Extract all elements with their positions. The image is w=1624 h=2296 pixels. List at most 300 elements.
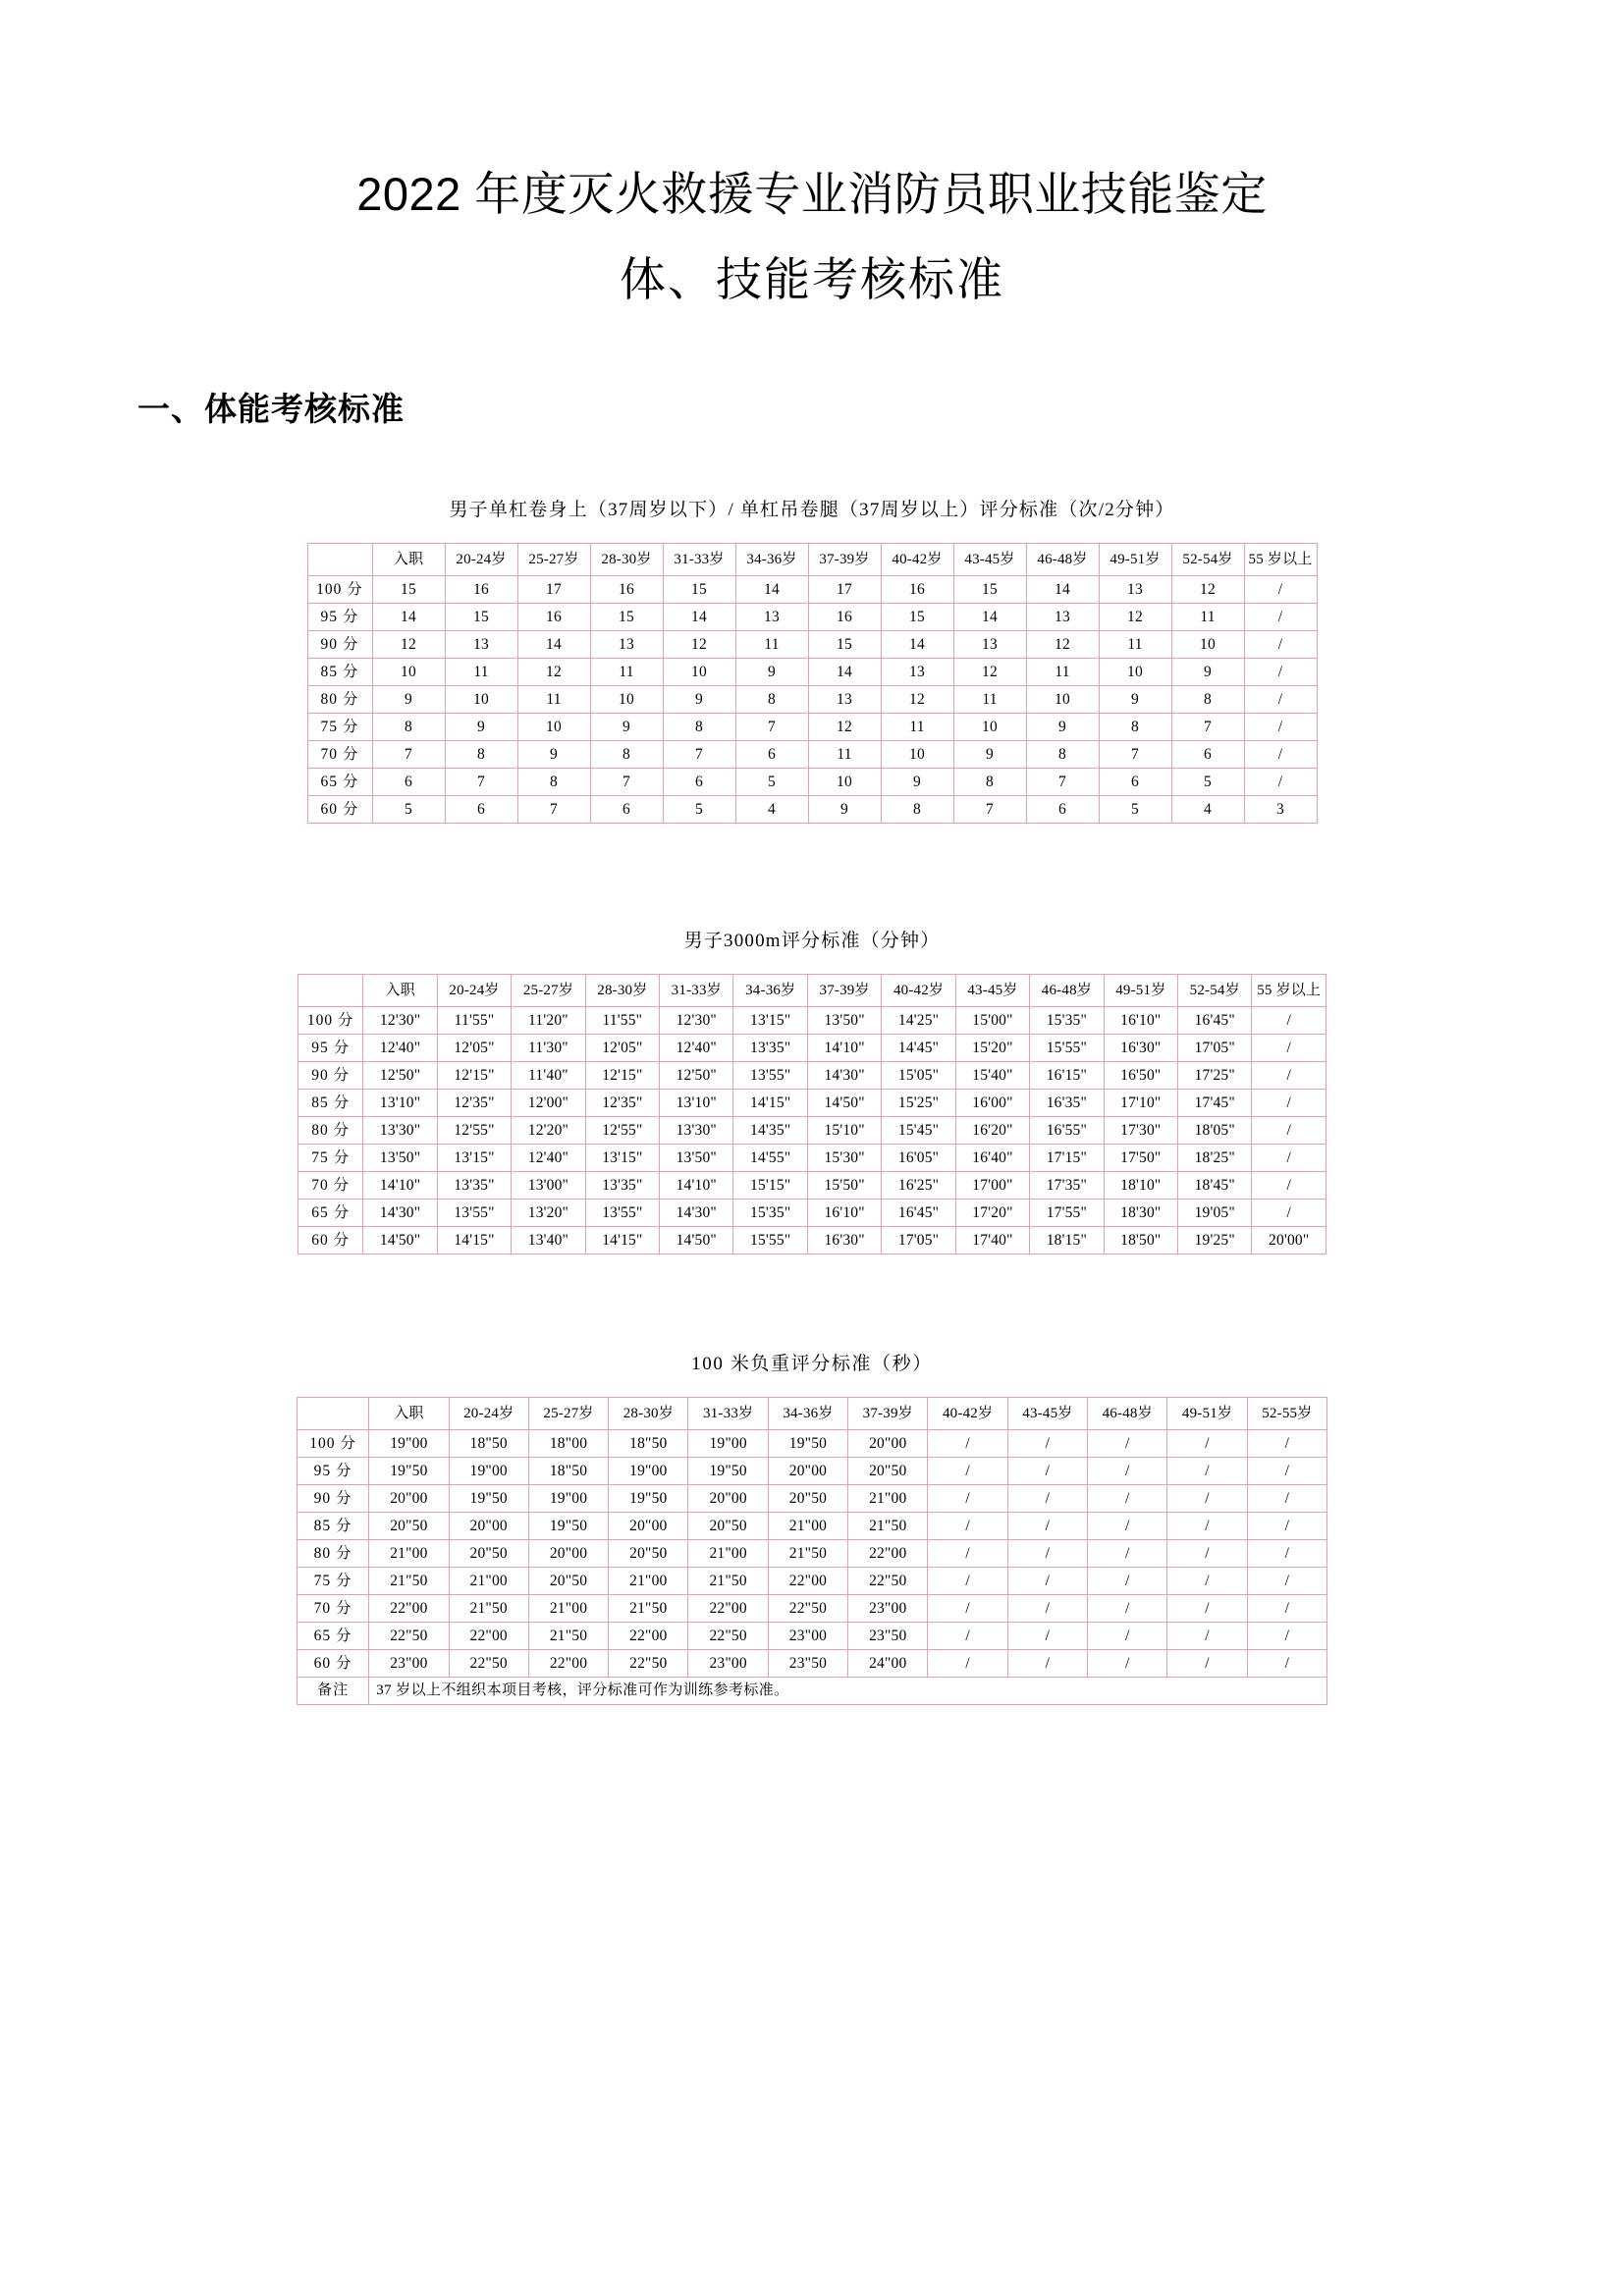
table-cell: 14'15" bbox=[733, 1089, 807, 1116]
table-cell: 13'50" bbox=[807, 1006, 881, 1034]
table-row bbox=[298, 1199, 1326, 1226]
column-header: 43-45岁 bbox=[955, 974, 1029, 1006]
table-cell: 24"00 bbox=[848, 1649, 928, 1677]
table-cell: 22"50 bbox=[688, 1622, 768, 1649]
table-cell: 20'00" bbox=[1252, 1226, 1326, 1254]
column-header: 43-45岁 bbox=[1007, 1397, 1087, 1429]
table-cell: 13'15" bbox=[437, 1144, 511, 1171]
column-header: 入职 bbox=[372, 543, 445, 575]
table-cell: 16'05" bbox=[882, 1144, 955, 1171]
table-cell: 19"50 bbox=[768, 1429, 847, 1457]
table-cell: / bbox=[1007, 1567, 1087, 1594]
table-cell: 11 bbox=[1099, 630, 1171, 658]
page-title bbox=[128, 0, 1496, 323]
table-cell: 18"50 bbox=[528, 1457, 608, 1484]
note-text: 37 岁以上不组织本项目考核，评分标准可作为训练参考标准。 bbox=[369, 1677, 1327, 1704]
table-cell: 20"00 bbox=[609, 1512, 688, 1539]
table-cell: 16 bbox=[517, 603, 590, 630]
table-cell: 14'25" bbox=[882, 1006, 955, 1034]
column-header: 43-45岁 bbox=[953, 543, 1026, 575]
table-cell: 16'10" bbox=[807, 1199, 881, 1226]
table-cell: 14'10" bbox=[807, 1034, 881, 1061]
table-row bbox=[307, 685, 1317, 713]
table-cell: 22"50 bbox=[609, 1649, 688, 1677]
table-cell: 9 bbox=[1026, 713, 1099, 740]
table-cell: 13'15" bbox=[585, 1144, 659, 1171]
column-header: 20-24岁 bbox=[449, 1397, 528, 1429]
table-cell: 20"00 bbox=[528, 1539, 608, 1567]
table-cell: 16 bbox=[881, 575, 953, 603]
table-cell: 19"00 bbox=[369, 1429, 449, 1457]
table-cell: 14'50" bbox=[807, 1089, 881, 1116]
table-cell: / bbox=[1252, 1061, 1326, 1089]
table-cell: / bbox=[1247, 1567, 1326, 1594]
score-table-pullup bbox=[307, 543, 1318, 824]
table-cell: 5 bbox=[1171, 768, 1244, 795]
table-cell: 17'30" bbox=[1104, 1116, 1177, 1144]
table-cell: 15'50" bbox=[807, 1171, 881, 1199]
table-cell: 21"50 bbox=[848, 1512, 928, 1539]
table-cell: 13'35" bbox=[437, 1171, 511, 1199]
column-header: 46-48岁 bbox=[1030, 974, 1104, 1006]
table-cell: 12 bbox=[517, 658, 590, 685]
row-label: 85 分 bbox=[298, 1089, 363, 1116]
table-cell: 11'30" bbox=[512, 1034, 585, 1061]
row-label: 95 分 bbox=[307, 603, 372, 630]
table-cell: 13'35" bbox=[733, 1034, 807, 1061]
table-cell: 13'30" bbox=[363, 1116, 437, 1144]
column-header: 55 岁以上 bbox=[1252, 974, 1326, 1006]
table-cell: 14 bbox=[881, 630, 953, 658]
table-cell: 21"50 bbox=[609, 1594, 688, 1622]
table-cell: 19"50 bbox=[449, 1484, 528, 1512]
table-cell: 9 bbox=[663, 685, 735, 713]
table-cell: 15 bbox=[881, 603, 953, 630]
table-header-row bbox=[298, 974, 1326, 1006]
row-label: 65 分 bbox=[298, 1622, 369, 1649]
table-cell: 14'30" bbox=[660, 1199, 733, 1226]
table-row bbox=[298, 1512, 1327, 1539]
table-cell: 12 bbox=[953, 658, 1026, 685]
table-cell: / bbox=[1167, 1429, 1247, 1457]
table-cell: 12 bbox=[1099, 603, 1171, 630]
table-cell: 22"50 bbox=[369, 1622, 449, 1649]
table-cell: / bbox=[1252, 1116, 1326, 1144]
table-cell: 11'40" bbox=[512, 1061, 585, 1089]
table-cell: 17'35" bbox=[1030, 1171, 1104, 1199]
table-cell: 15'35" bbox=[1030, 1006, 1104, 1034]
table-cell: 13'15" bbox=[733, 1006, 807, 1034]
table-cell: 5 bbox=[735, 768, 808, 795]
table-caption-3000m: 男子3000m评分标准（分钟） bbox=[683, 930, 941, 951]
table-cell: 22"00 bbox=[528, 1649, 608, 1677]
row-label: 65 分 bbox=[298, 1199, 363, 1226]
table-cell: 21"00 bbox=[369, 1539, 449, 1567]
table-head-pullup bbox=[307, 543, 1317, 575]
table-cell: 16'10" bbox=[1104, 1006, 1177, 1034]
table-cell: / bbox=[1252, 1171, 1326, 1199]
table-cell: / bbox=[1088, 1512, 1167, 1539]
table-cell: 11 bbox=[735, 630, 808, 658]
table-cell: 21"50 bbox=[369, 1567, 449, 1594]
table-cell: 20"50 bbox=[768, 1484, 847, 1512]
table-cell: 14 bbox=[372, 603, 445, 630]
table-cell: 15 bbox=[372, 575, 445, 603]
column-header: 40-42岁 bbox=[881, 543, 953, 575]
table-cell: 15 bbox=[590, 603, 663, 630]
table-cell: 16'20" bbox=[955, 1116, 1029, 1144]
row-label: 60 分 bbox=[307, 795, 372, 823]
table-cell: 12 bbox=[1171, 575, 1244, 603]
table-row bbox=[298, 1457, 1327, 1484]
table-cell: / bbox=[1244, 575, 1317, 603]
table-cell: 17'55" bbox=[1030, 1199, 1104, 1226]
table-cell: 15'25" bbox=[882, 1089, 955, 1116]
table-cell: 22"00 bbox=[768, 1567, 847, 1594]
column-header: 34-36岁 bbox=[768, 1397, 847, 1429]
table-cell: 11 bbox=[590, 658, 663, 685]
table-cell: 11'20" bbox=[512, 1006, 585, 1034]
table-body-100m bbox=[298, 1429, 1327, 1704]
row-label: 70 分 bbox=[307, 740, 372, 768]
column-header: 31-33岁 bbox=[663, 543, 735, 575]
table-cell: 13 bbox=[808, 685, 881, 713]
table-row bbox=[298, 1484, 1327, 1512]
column-header: 28-30岁 bbox=[585, 974, 659, 1006]
table-cell: 16'00" bbox=[955, 1089, 1029, 1116]
table-cell: 10 bbox=[1099, 658, 1171, 685]
table-cell: 11'55" bbox=[437, 1006, 511, 1034]
table-cell: 6 bbox=[663, 768, 735, 795]
score-table-3000m bbox=[298, 974, 1326, 1255]
table-cell: 9 bbox=[735, 658, 808, 685]
table-cell: 13 bbox=[953, 630, 1026, 658]
row-label: 70 分 bbox=[298, 1594, 369, 1622]
table-cell: 17'15" bbox=[1030, 1144, 1104, 1171]
table-cell: 17'45" bbox=[1178, 1089, 1252, 1116]
table-cell: 12 bbox=[372, 630, 445, 658]
table-cell: 15 bbox=[663, 575, 735, 603]
table-cell: 17'00" bbox=[955, 1171, 1029, 1199]
table-cell: 21"00 bbox=[848, 1484, 928, 1512]
table-row bbox=[307, 768, 1317, 795]
column-header: 52-55岁 bbox=[1247, 1397, 1326, 1429]
table-row bbox=[307, 658, 1317, 685]
table-cell: 12'15" bbox=[585, 1061, 659, 1089]
table-cell: 12'35" bbox=[585, 1089, 659, 1116]
table-cell: 20"00 bbox=[449, 1512, 528, 1539]
table-cell: / bbox=[1007, 1512, 1087, 1539]
table-cell: 17'20" bbox=[955, 1199, 1029, 1226]
table-cell: 19"00 bbox=[528, 1484, 608, 1512]
table-cell: 16'30" bbox=[1104, 1034, 1177, 1061]
table-cell: 14'15" bbox=[437, 1226, 511, 1254]
table-cell: 20"50 bbox=[609, 1539, 688, 1567]
table-cell: 7 bbox=[953, 795, 1026, 823]
table-cell: / bbox=[1167, 1457, 1247, 1484]
table-cell: / bbox=[1088, 1567, 1167, 1594]
table-cell: 12'30" bbox=[660, 1006, 733, 1034]
row-label: 60 分 bbox=[298, 1226, 363, 1254]
table-cell: 15'10" bbox=[807, 1116, 881, 1144]
table-cell: / bbox=[1247, 1649, 1326, 1677]
table-row bbox=[298, 1034, 1326, 1061]
row-label: 95 分 bbox=[298, 1457, 369, 1484]
table-cell: 14'30" bbox=[363, 1199, 437, 1226]
table-cell: / bbox=[1007, 1429, 1087, 1457]
table-cell: 20"00 bbox=[688, 1484, 768, 1512]
table-cell: 8 bbox=[663, 713, 735, 740]
table-caption-pullup: 男子单杠卷身上（37周岁以下）/ 单杠吊卷腿（37周岁以上）评分标准（次/2分钟） bbox=[449, 499, 1175, 520]
table-cell: 18"50 bbox=[449, 1429, 528, 1457]
table-cell: 12'40" bbox=[363, 1034, 437, 1061]
table-cell: 15'15" bbox=[733, 1171, 807, 1199]
table-cell: 3 bbox=[1244, 795, 1317, 823]
table-cell: 22"00 bbox=[688, 1594, 768, 1622]
table-cell: 15'35" bbox=[733, 1199, 807, 1226]
table-cell: 15'05" bbox=[882, 1061, 955, 1089]
column-header: 37-39岁 bbox=[808, 543, 881, 575]
table-cell: 12'40" bbox=[660, 1034, 733, 1061]
table-cell: 12'55" bbox=[437, 1116, 511, 1144]
table-cell: 12'05" bbox=[437, 1034, 511, 1061]
table-cell: / bbox=[1167, 1539, 1247, 1567]
table-cell: 21"00 bbox=[528, 1594, 608, 1622]
table-cell: 11 bbox=[881, 713, 953, 740]
row-label: 70 分 bbox=[298, 1171, 363, 1199]
table-cell: 10 bbox=[1171, 630, 1244, 658]
table-header-row bbox=[298, 1397, 1327, 1429]
table-cell: / bbox=[1247, 1457, 1326, 1484]
table-cell: 15'20" bbox=[955, 1034, 1029, 1061]
table-cell: 20"50 bbox=[369, 1512, 449, 1539]
table-cell: / bbox=[1167, 1567, 1247, 1594]
table-cell: 7 bbox=[1026, 768, 1099, 795]
table-cell: 8 bbox=[1171, 685, 1244, 713]
table-cell: 14 bbox=[953, 603, 1026, 630]
column-header: 52-54岁 bbox=[1171, 543, 1244, 575]
table-cell: 17 bbox=[808, 575, 881, 603]
table-cell: 15'55" bbox=[733, 1226, 807, 1254]
table-cell: 6 bbox=[590, 795, 663, 823]
table-cell: 19'05" bbox=[1178, 1199, 1252, 1226]
table-cell: / bbox=[928, 1512, 1007, 1539]
table-cell: / bbox=[1088, 1649, 1167, 1677]
table-cell: / bbox=[1007, 1484, 1087, 1512]
table-cell: 13'55" bbox=[733, 1061, 807, 1089]
table-cell: 15'30" bbox=[807, 1144, 881, 1171]
column-header: 37-39岁 bbox=[807, 974, 881, 1006]
table-cell: 12'50" bbox=[660, 1061, 733, 1089]
table-row bbox=[298, 1171, 1326, 1199]
table-cell: 8 bbox=[517, 768, 590, 795]
table-cell: 19"00 bbox=[609, 1457, 688, 1484]
section-heading-physical-fitness: 一、体能考核标准 bbox=[137, 390, 405, 427]
table-cell: 16'45" bbox=[882, 1199, 955, 1226]
table-cell: 10 bbox=[445, 685, 517, 713]
row-label: 80 分 bbox=[298, 1116, 363, 1144]
table-cell: 21"00 bbox=[449, 1567, 528, 1594]
table-cell: 18'10" bbox=[1104, 1171, 1177, 1199]
column-header: 40-42岁 bbox=[928, 1397, 1007, 1429]
table-cell: 9 bbox=[372, 685, 445, 713]
table-cell: 11 bbox=[953, 685, 1026, 713]
table-cell: 8 bbox=[590, 740, 663, 768]
table-cell: 16'55" bbox=[1030, 1116, 1104, 1144]
table-cell: 15 bbox=[445, 603, 517, 630]
table-cell: 18'45" bbox=[1178, 1171, 1252, 1199]
table-cell: 21"50 bbox=[449, 1594, 528, 1622]
table-head-100m bbox=[298, 1397, 1327, 1429]
row-label: 75 分 bbox=[298, 1567, 369, 1594]
table-row bbox=[307, 575, 1317, 603]
table-cell: / bbox=[928, 1484, 1007, 1512]
table-cell: 12'05" bbox=[585, 1034, 659, 1061]
table-cell: 13'10" bbox=[660, 1089, 733, 1116]
table-cell: 23"00 bbox=[768, 1622, 847, 1649]
table-cell: / bbox=[1088, 1594, 1167, 1622]
table-cell: 14 bbox=[663, 603, 735, 630]
table-cell: 12 bbox=[808, 713, 881, 740]
table-cell: 5 bbox=[663, 795, 735, 823]
table-cell: / bbox=[1252, 1089, 1326, 1116]
header-corner-cell bbox=[298, 974, 363, 1006]
table-cell: 22"00 bbox=[369, 1594, 449, 1622]
table-cell: 11 bbox=[445, 658, 517, 685]
table-body-3000m bbox=[298, 1006, 1326, 1254]
column-header: 31-33岁 bbox=[688, 1397, 768, 1429]
column-header: 49-51岁 bbox=[1099, 543, 1171, 575]
table-cell: 7 bbox=[372, 740, 445, 768]
table-cell: 9 bbox=[590, 713, 663, 740]
table-cell: 13 bbox=[1099, 575, 1171, 603]
table-cell: 19'25" bbox=[1178, 1226, 1252, 1254]
column-header: 20-24岁 bbox=[445, 543, 517, 575]
table-cell: 11 bbox=[1026, 658, 1099, 685]
table-row bbox=[298, 1594, 1327, 1622]
row-label: 95 分 bbox=[298, 1034, 363, 1061]
table-cell: 6 bbox=[1026, 795, 1099, 823]
table-note-row bbox=[298, 1677, 1327, 1704]
table-cell: 13 bbox=[1026, 603, 1099, 630]
table-cell: 12 bbox=[663, 630, 735, 658]
column-header: 49-51岁 bbox=[1104, 974, 1177, 1006]
table-cell: 16'35" bbox=[1030, 1089, 1104, 1116]
table-cell: 13'40" bbox=[512, 1226, 585, 1254]
table-cell: / bbox=[1252, 1199, 1326, 1226]
table-cell: 8 bbox=[1026, 740, 1099, 768]
table-cell: 16'45" bbox=[1178, 1006, 1252, 1034]
table-row bbox=[298, 1144, 1326, 1171]
table-cell: 21"50 bbox=[688, 1567, 768, 1594]
table-cell: 5 bbox=[1099, 795, 1171, 823]
table-cell: 16'40" bbox=[955, 1144, 1029, 1171]
table-cell: / bbox=[1247, 1484, 1326, 1512]
row-label: 75 分 bbox=[307, 713, 372, 740]
table-cell: 6 bbox=[445, 795, 517, 823]
table-cell: 7 bbox=[1099, 740, 1171, 768]
table-cell: 21"50 bbox=[768, 1539, 847, 1567]
table-cell: 10 bbox=[881, 740, 953, 768]
table-cell: 15'45" bbox=[882, 1116, 955, 1144]
table-row bbox=[298, 1089, 1326, 1116]
column-header: 25-27岁 bbox=[528, 1397, 608, 1429]
table-cell: 18'30" bbox=[1104, 1199, 1177, 1226]
table-cell: 21"50 bbox=[528, 1622, 608, 1649]
table-cell: / bbox=[928, 1622, 1007, 1649]
table-cell: 9 bbox=[517, 740, 590, 768]
table-cell: 19"50 bbox=[609, 1484, 688, 1512]
table-row bbox=[298, 1429, 1327, 1457]
table-row bbox=[298, 1226, 1326, 1254]
table-cell: 18"00 bbox=[528, 1429, 608, 1457]
column-header: 40-42岁 bbox=[882, 974, 955, 1006]
row-label: 80 分 bbox=[298, 1539, 369, 1567]
table-cell: 14 bbox=[735, 575, 808, 603]
table-cell: / bbox=[1167, 1594, 1247, 1622]
table-cell: 21"00 bbox=[688, 1539, 768, 1567]
table-cell: 12'40" bbox=[512, 1144, 585, 1171]
header-corner-cell bbox=[298, 1397, 369, 1429]
table-cell: 8 bbox=[372, 713, 445, 740]
table-cell: / bbox=[928, 1539, 1007, 1567]
table-cell: / bbox=[1007, 1622, 1087, 1649]
table-cell: 20"50 bbox=[449, 1539, 528, 1567]
table-cell: 16'50" bbox=[1104, 1061, 1177, 1089]
table-cell: / bbox=[1088, 1457, 1167, 1484]
page-title-line-1: 2022 年度灭火救援专业消防员职业技能鉴定 bbox=[356, 168, 1268, 220]
table-cell: 20"50 bbox=[848, 1457, 928, 1484]
table-cell: 12'35" bbox=[437, 1089, 511, 1116]
column-header: 25-27岁 bbox=[512, 974, 585, 1006]
row-label: 80 分 bbox=[307, 685, 372, 713]
row-label: 75 分 bbox=[298, 1144, 363, 1171]
table-cell: 23"50 bbox=[768, 1649, 847, 1677]
table-row bbox=[298, 1116, 1326, 1144]
table-cell: 6 bbox=[1099, 768, 1171, 795]
row-label: 100 分 bbox=[298, 1006, 363, 1034]
column-header: 20-24岁 bbox=[437, 974, 511, 1006]
row-label: 85 分 bbox=[298, 1512, 369, 1539]
table-cell: 12'15" bbox=[437, 1061, 511, 1089]
table-cell: / bbox=[1244, 658, 1317, 685]
table-block-3000m bbox=[128, 824, 1496, 1255]
row-label: 100 分 bbox=[298, 1429, 369, 1457]
table-caption-100m-weighted: 100 米负重评分标准（秒） bbox=[691, 1353, 933, 1374]
table-cell: 13'55" bbox=[437, 1199, 511, 1226]
table-cell: 18'05" bbox=[1178, 1116, 1252, 1144]
table-cell: 8 bbox=[881, 795, 953, 823]
column-header: 34-36岁 bbox=[735, 543, 808, 575]
table-cell: 20"50 bbox=[688, 1512, 768, 1539]
table-cell: / bbox=[1007, 1594, 1087, 1622]
table-cell: 14'50" bbox=[363, 1226, 437, 1254]
table-cell: 7 bbox=[663, 740, 735, 768]
table-cell: / bbox=[928, 1429, 1007, 1457]
column-header: 46-48岁 bbox=[1026, 543, 1099, 575]
column-header: 52-54岁 bbox=[1178, 974, 1252, 1006]
table-cell: 18'25" bbox=[1178, 1144, 1252, 1171]
table-cell: 22"50 bbox=[848, 1567, 928, 1594]
table-cell: 17'50" bbox=[1104, 1144, 1177, 1171]
table-cell: 13'30" bbox=[660, 1116, 733, 1144]
row-label: 85 分 bbox=[307, 658, 372, 685]
table-cell: 22"00 bbox=[609, 1622, 688, 1649]
table-cell: 12'50" bbox=[363, 1061, 437, 1089]
table-cell: 7 bbox=[517, 795, 590, 823]
row-label: 100 分 bbox=[307, 575, 372, 603]
table-row bbox=[307, 713, 1317, 740]
